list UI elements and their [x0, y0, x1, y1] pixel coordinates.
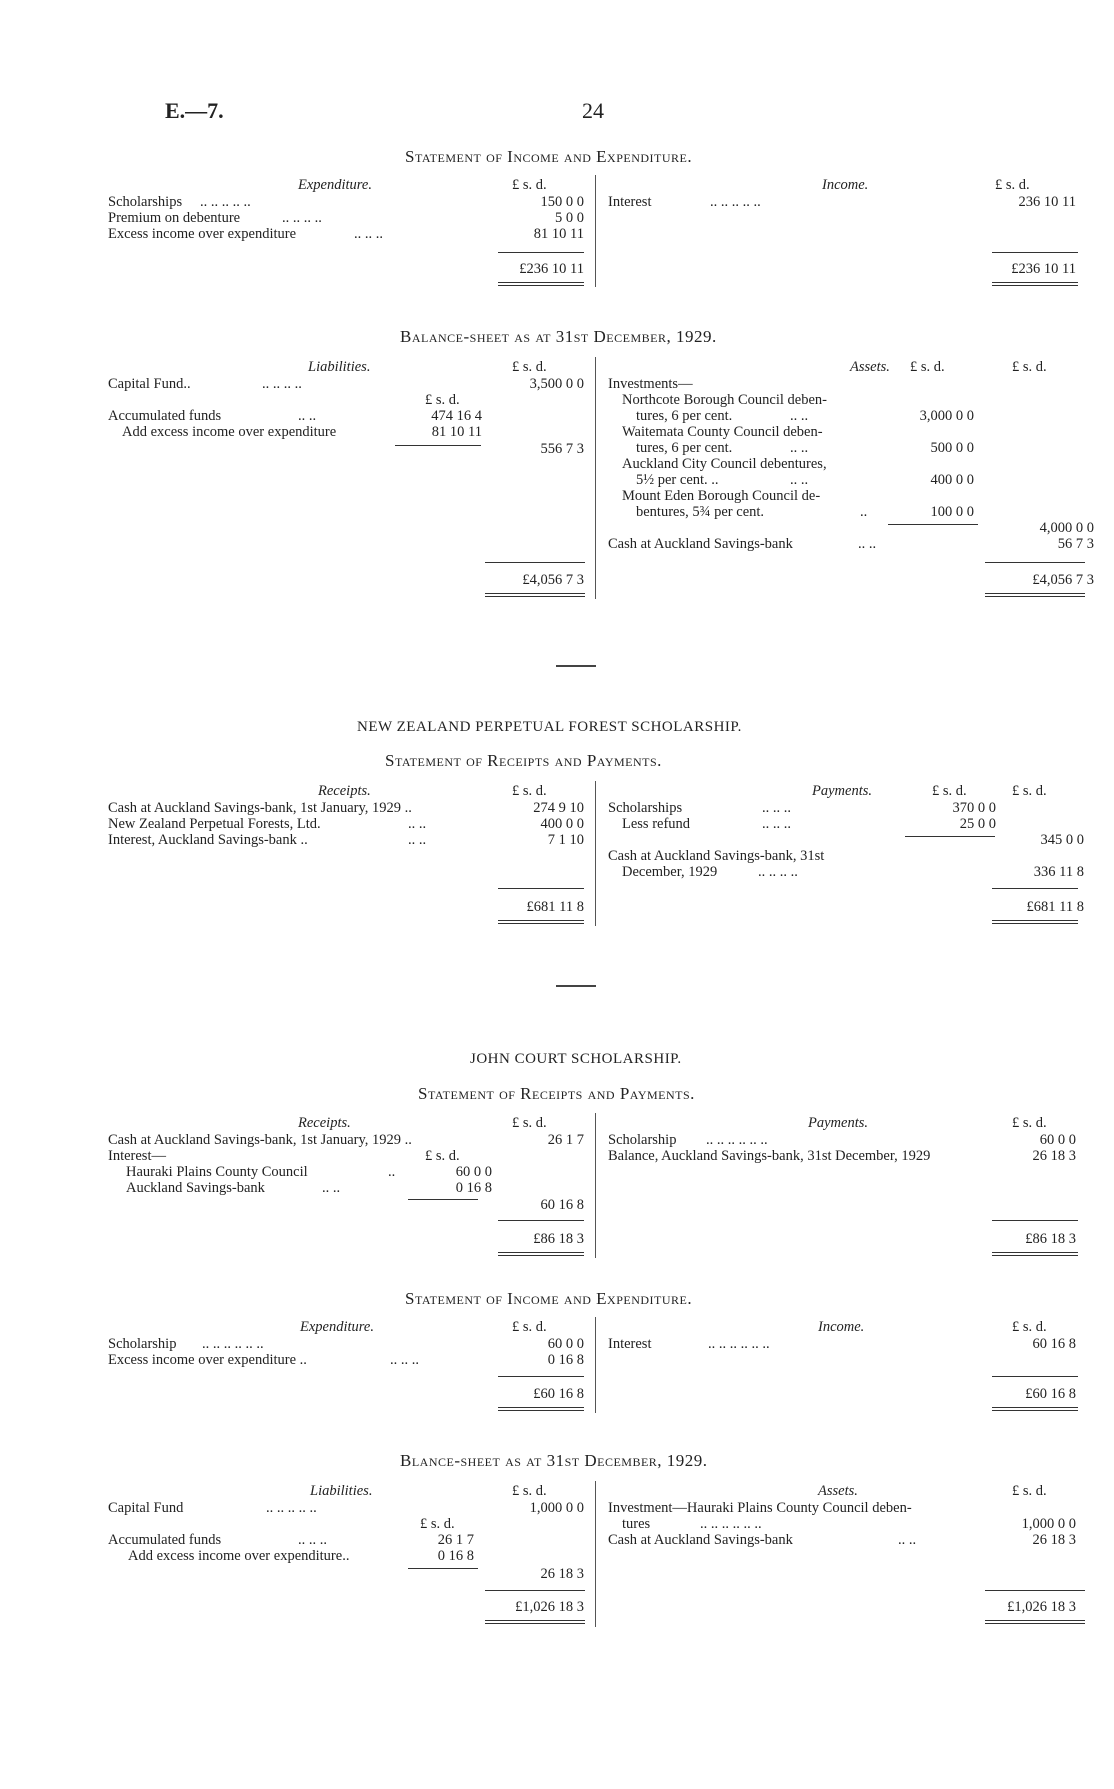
jc-pay-dots-0: .. .. .. .. .. .. — [706, 1132, 768, 1148]
nz-net: 345 0 0 — [1040, 832, 1084, 848]
jc-int-label-0: Hauraki Plains County Council — [126, 1164, 308, 1180]
s2-lsd-right: £ s. d. — [1012, 359, 1047, 375]
nz-total-right: £681 11 8 — [1026, 899, 1084, 915]
jc-invest-l1: Investment—Hauraki Plains County Council deben- — [608, 1500, 912, 1516]
jc-t3: Blance-sheet as at 31st December, 1929. — [400, 1451, 708, 1470]
s2-capital-label: Capital Fund.. — [108, 376, 191, 392]
nz-total-left: £681 11 8 — [526, 899, 584, 915]
s2-cash-label: Cash at Auckland Savings-bank — [608, 536, 793, 552]
jc-inc-head: Income. — [818, 1319, 865, 1335]
jc-bs-lsd-left: £ s. d. — [512, 1483, 547, 1499]
jc-receipts-head: Receipts. — [298, 1115, 351, 1131]
nz-cash-amt: 336 11 8 — [1033, 864, 1084, 880]
jc-ie-total-right: £60 16 8 — [1025, 1386, 1076, 1402]
jc-lsd-inner: £ s. d. — [425, 1148, 460, 1164]
jc-cash-amt: 26 1 7 — [547, 1132, 584, 1148]
s2-total-right: £4,056 7 3 — [1032, 572, 1094, 588]
nz-cash-l1: Cash at Auckland Savings-bank, 31st — [608, 848, 825, 864]
nz-payments-head: Payments. — [812, 783, 872, 799]
jc-accum-label: Accumulated funds — [108, 1532, 222, 1548]
jc-int-amt-0: 60 0 0 — [455, 1164, 492, 1180]
s1-inc-amt-0: 236 10 11 — [1018, 194, 1076, 210]
jc-exp-head: Expenditure. — [300, 1319, 374, 1335]
jc-ie-total-left: £60 16 8 — [533, 1386, 584, 1402]
s2-inv-amt-1: 500 0 0 — [930, 440, 974, 456]
jc-exp-label-1: Excess income over expenditure .. — [108, 1352, 307, 1368]
jc-int-dots-1: .. .. — [322, 1180, 341, 1196]
nz-lsd-mid: £ s. d. — [932, 783, 967, 799]
s1-exp-dots-1: .. .. .. .. — [282, 210, 322, 226]
jc-accum-dots: .. .. .. — [298, 1532, 327, 1548]
nz-refund-label: Less refund — [622, 816, 691, 832]
s2-lsd-mid: £ s. d. — [910, 359, 945, 375]
s2-inv-l1-3: Mount Eden Borough Council de- — [622, 488, 821, 504]
jc-pay-amt-1: 26 18 3 — [1032, 1148, 1076, 1164]
jc-ie-lsd-right: £ s. d. — [1012, 1319, 1047, 1335]
s1-expenditure-head: Expenditure. — [298, 177, 372, 193]
s1-total-left: £236 10 11 — [519, 261, 584, 277]
jc-assets-head: Assets. — [818, 1483, 858, 1499]
s2-liabilities-head: Liabilities. — [308, 359, 371, 375]
jc-pay-amt-0: 60 0 0 — [1039, 1132, 1076, 1148]
s2-inv-l2-0: tures, 6 per cent. — [636, 408, 733, 424]
jc-int-amt-1: 0 16 8 — [455, 1180, 492, 1196]
s2-inv-total: 4,000 0 0 — [1039, 520, 1094, 536]
jc-bs-subtotal: 26 18 3 — [540, 1566, 584, 1582]
jc-bs-lsd-inner: £ s. d. — [420, 1516, 455, 1532]
s1-exp-amt-0: 150 0 0 — [540, 194, 584, 210]
s2-inv-dots-3: .. — [860, 504, 868, 520]
jc-pay-label-1: Balance, Auckland Savings-bank, 31st December, 1929 — [608, 1148, 931, 1164]
s1-income-head: Income. — [822, 177, 869, 193]
jc-addexcess-label: Add excess income over expenditure.. — [128, 1548, 350, 1564]
jc-total-right: £86 18 3 — [1025, 1231, 1076, 1247]
nz-rec-dots-1: .. .. — [408, 816, 427, 832]
s2-inv-amt-3: 100 0 0 — [930, 504, 974, 520]
jc-capital-label: Capital Fund — [108, 1500, 184, 1516]
jc-invest-dots: .. .. .. .. .. .. — [700, 1516, 762, 1532]
jc-capital-dots: .. .. .. .. .. — [266, 1500, 317, 1516]
jc-t1: Statement of Receipts and Payments. — [418, 1084, 695, 1103]
s1-total-right: £236 10 11 — [1011, 261, 1076, 277]
jc-total-left: £86 18 3 — [533, 1231, 584, 1247]
nz-lsd-right: £ s. d. — [1012, 783, 1047, 799]
nz-cash-dots: .. .. .. .. — [758, 864, 798, 880]
s2-title: Balance-sheet as at 31st December, 1929. — [400, 327, 717, 346]
s2-inv-amt-2: 400 0 0 — [930, 472, 974, 488]
s2-cash-dots: .. .. — [858, 536, 877, 552]
s1-inc-dots-0: .. .. .. .. .. — [710, 194, 761, 210]
nz-lsd-left: £ s. d. — [512, 783, 547, 799]
jc-lsd-right: £ s. d. — [1012, 1115, 1047, 1131]
nz-rec-label-1: New Zealand Perpetual Forests, Ltd. — [108, 816, 321, 832]
s2-inv-l1-0: Northcote Borough Council deben- — [622, 392, 827, 408]
s2-addexcess-label: Add excess income over expenditure — [122, 424, 337, 440]
nz-rec-label-2: Interest, Auckland Savings-bank .. — [108, 832, 308, 848]
nz-refund-dots: .. .. .. — [762, 816, 791, 832]
s2-subtotal: 556 7 3 — [540, 441, 584, 457]
s2-inv-dots-0: .. .. — [790, 408, 809, 424]
s2-inv-l2-1: tures, 6 per cent. — [636, 440, 733, 456]
jc-payments-head: Payments. — [808, 1115, 868, 1131]
jc-lsd-left: £ s. d. — [512, 1115, 547, 1131]
jc-pay-label-0: Scholarship — [608, 1132, 677, 1148]
s2-accum-label: Accumulated funds — [108, 408, 222, 424]
s2-total-left: £4,056 7 3 — [522, 572, 584, 588]
s2-inv-amt-0: 3,000 0 0 — [919, 408, 974, 424]
s2-investments-label: Investments— — [608, 376, 693, 392]
s2-inv-dots-1: .. .. — [790, 440, 809, 456]
s2-addexcess-amt: 81 10 11 — [431, 424, 482, 440]
nz-receipts-head: Receipts. — [318, 783, 371, 799]
s2-capital-amt: 3,500 0 0 — [529, 376, 584, 392]
jc-bs-total-left: £1,026 18 3 — [515, 1599, 584, 1615]
jc-exp-dots-1: .. .. .. — [390, 1352, 419, 1368]
s1-exp-amt-2: 81 10 11 — [533, 226, 584, 242]
nz-heading: NEW ZEALAND PERPETUAL FOREST SCHOLARSHIP. — [357, 719, 742, 735]
jc-invest-l2: tures — [622, 1516, 651, 1532]
jc-capital-amt: 1,000 0 0 — [529, 1500, 584, 1516]
nz-rec-label-0: Cash at Auckland Savings-bank, 1st January, 1929 .. — [108, 800, 412, 816]
s2-assets-head: Assets. — [850, 359, 890, 375]
s2-inv-dots-2: .. .. — [790, 472, 809, 488]
nz-rec-amt-2: 7 1 10 — [547, 832, 584, 848]
jc-int-label-1: Auckland Savings-bank — [126, 1180, 265, 1196]
nz-title: Statement of Receipts and Payments. — [385, 751, 662, 770]
jc-cash-label: Cash at Auckland Savings-bank, 1st January, 1929 .. — [108, 1132, 412, 1148]
nz-refund-amt: 25 0 0 — [959, 816, 996, 832]
s2-inv-l2-3: bentures, 5¾ per cent. — [636, 504, 765, 520]
s1-exp-dots-2: .. .. .. — [354, 226, 383, 242]
s2-lsd-left: £ s. d. — [512, 359, 547, 375]
s1-exp-amt-1: 5 0 0 — [555, 210, 584, 226]
s2-cash-amt: 56 7 3 — [1057, 536, 1094, 552]
nz-rec-amt-1: 400 0 0 — [540, 816, 584, 832]
jc-liab-head: Liabilities. — [310, 1483, 373, 1499]
jc-cash-asset-label: Cash at Auckland Savings-bank — [608, 1532, 793, 1548]
s2-lsd-inner: £ s. d. — [425, 392, 460, 408]
s1-exp-label-0: Scholarships — [108, 194, 183, 210]
nz-rec-amt-0: 274 9 10 — [533, 800, 584, 816]
page-reference: E.—7. — [165, 98, 224, 123]
jc-exp-dots-0: .. .. .. .. .. .. — [202, 1336, 264, 1352]
s2-inv-l1-1: Waitemata County Council deben- — [622, 424, 823, 440]
nz-schol-dots: .. .. .. — [762, 800, 791, 816]
s1-exp-label-2: Excess income over expenditure — [108, 226, 297, 242]
jc-cash-asset-dots: .. .. — [898, 1532, 917, 1548]
s1-inc-label-0: Interest — [608, 194, 652, 210]
jc-interest-label: Interest— — [108, 1148, 166, 1164]
jc-heading: JOHN COURT SCHOLARSHIP. — [470, 1051, 682, 1067]
jc-cash-asset-amt: 26 18 3 — [1032, 1532, 1076, 1548]
jc-inc-label: Interest — [608, 1336, 652, 1352]
s1-exp-dots-0: .. .. .. .. .. — [200, 194, 251, 210]
jc-inc-amt: 60 16 8 — [1032, 1336, 1076, 1352]
page-number: 24 — [582, 98, 604, 123]
jc-accum-amt: 26 1 7 — [437, 1532, 474, 1548]
jc-inc-dots: .. .. .. .. .. .. — [708, 1336, 770, 1352]
jc-exp-amt-0: 60 0 0 — [547, 1336, 584, 1352]
s2-capital-dots: .. .. .. .. — [262, 376, 302, 392]
jc-int-total: 60 16 8 — [540, 1197, 584, 1213]
s1-lsd-left: £ s. d. — [512, 177, 547, 193]
jc-exp-label-0: Scholarship — [108, 1336, 177, 1352]
s1-lsd-right: £ s. d. — [995, 177, 1030, 193]
s2-inv-l2-2: 5½ per cent. .. — [636, 472, 719, 488]
nz-schol-label: Scholarships — [608, 800, 683, 816]
jc-addexcess-amt: 0 16 8 — [437, 1548, 474, 1564]
jc-invest-amt: 1,000 0 0 — [1021, 1516, 1076, 1532]
s2-accum-dots: .. .. — [298, 408, 317, 424]
jc-t2: Statement of Income and Expenditure. — [405, 1289, 693, 1308]
jc-exp-amt-1: 0 16 8 — [547, 1352, 584, 1368]
jc-ie-lsd-left: £ s. d. — [512, 1319, 547, 1335]
s2-accum-amt: 474 16 4 — [431, 408, 482, 424]
nz-cash-l2: December, 1929 — [622, 864, 718, 880]
s2-inv-l1-2: Auckland City Council debentures, — [622, 456, 827, 472]
s1-exp-label-1: Premium on debenture — [108, 210, 241, 226]
jc-bs-lsd-right: £ s. d. — [1012, 1483, 1047, 1499]
jc-int-dots-0: .. — [388, 1164, 396, 1180]
nz-rec-dots-2: .. .. — [408, 832, 427, 848]
jc-bs-total-right: £1,026 18 3 — [1007, 1599, 1076, 1615]
nz-schol-amt: 370 0 0 — [952, 800, 996, 816]
s1-title: Statement of Income and Expenditure. — [405, 147, 693, 166]
